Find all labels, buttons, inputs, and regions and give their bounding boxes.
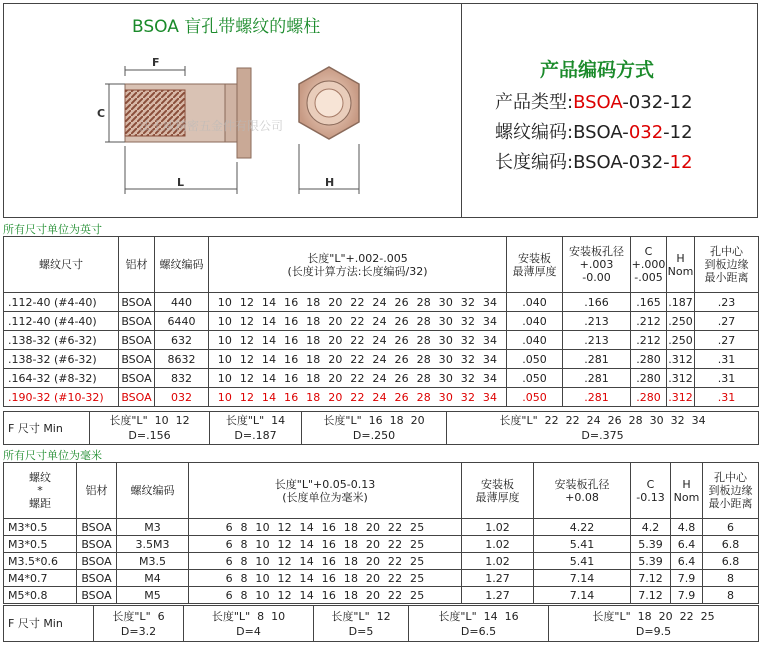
cell-hole: 5.41 xyxy=(534,536,631,553)
f-group-diameter: D=.187 xyxy=(234,429,277,442)
code-part: -12 xyxy=(663,122,693,143)
cell-material: BSOA xyxy=(77,536,117,553)
cell-h: 7.9 xyxy=(671,587,703,604)
col-length xyxy=(189,463,462,519)
cell-min-sheet: 1.02 xyxy=(462,519,534,536)
table-row xyxy=(4,570,759,587)
cell-c: .280 xyxy=(631,388,667,407)
header-line: -0.00 xyxy=(582,271,611,284)
cell-material: BSOA xyxy=(77,553,117,570)
cell-lengths: 10 12 14 16 18 20 22 24 26 28 30 32 34 xyxy=(209,331,507,350)
dim-h-label: H xyxy=(325,176,335,189)
cell-material: BSOA xyxy=(77,587,117,604)
cell-code: M5 xyxy=(117,587,189,604)
cell-hole: .281 xyxy=(563,388,631,407)
metric-table xyxy=(3,462,759,604)
cell-code: 832 xyxy=(155,369,209,388)
metric-f-table xyxy=(3,605,759,642)
header-line: 孔中心 xyxy=(714,471,747,484)
f-group-diameter: D=.156 xyxy=(128,429,171,442)
cell-lengths: 6 8 10 12 14 16 18 20 22 25 xyxy=(189,553,462,570)
cell-lengths: 6 8 10 12 14 16 18 20 22 25 xyxy=(189,587,462,604)
cell-edge: .31 xyxy=(695,369,759,388)
cell-code: 440 xyxy=(155,293,209,312)
f-group-diameter: D=6.5 xyxy=(460,624,497,638)
cell-h: .187 xyxy=(667,293,695,312)
cell-c: .280 xyxy=(631,350,667,369)
table-row xyxy=(4,519,759,536)
cell-thread: M3.5*0.6 xyxy=(4,553,77,570)
cell-c: 5.39 xyxy=(631,553,671,570)
code-part: -032-12 xyxy=(622,92,693,113)
cell-thread: .138-32 (#6-32) xyxy=(4,350,119,369)
cell-lengths: 10 12 14 16 18 20 22 24 26 28 30 32 34 xyxy=(209,369,507,388)
header-line: 安装板孔径 xyxy=(554,477,610,491)
cell-thread: .164-32 (#8-32) xyxy=(4,369,119,388)
cell-min-sheet: 1.02 xyxy=(462,553,534,570)
header-line: +.003 xyxy=(579,258,614,271)
col-material: 铝材 xyxy=(119,237,155,293)
col-h xyxy=(667,237,695,293)
f-group xyxy=(549,606,759,642)
table-row xyxy=(4,369,759,388)
cell-material: BSOA xyxy=(119,293,155,312)
header-line: 最薄厚度 xyxy=(512,264,557,278)
cell-h: 4.8 xyxy=(671,519,703,536)
f-dim-label: F 尺寸 Min xyxy=(4,412,90,445)
cell-lengths: 6 8 10 12 14 16 18 20 22 25 xyxy=(189,570,462,587)
cell-material: BSOA xyxy=(77,570,117,587)
col-c xyxy=(631,237,667,293)
header-line: -.005 xyxy=(634,271,663,284)
header-line: * xyxy=(37,484,43,497)
dim-l-label: L xyxy=(177,176,185,189)
f-group-lengths: 长度"L" 18 20 22 25 xyxy=(592,609,715,623)
cell-material: BSOA xyxy=(119,388,155,407)
col-h xyxy=(671,463,703,519)
cell-material: BSOA xyxy=(119,350,155,369)
col-edge xyxy=(703,463,759,519)
f-group xyxy=(302,412,447,445)
col-code: 螺纹编码 xyxy=(117,463,189,519)
f-group-diameter: D=3.2 xyxy=(120,624,157,638)
standoff-drawing xyxy=(89,44,389,209)
table-row xyxy=(4,350,759,369)
f-group-lengths: 长度"L" 22 22 24 26 28 30 32 34 xyxy=(499,414,706,427)
f-group-lengths: 长度"L" 14 xyxy=(225,414,286,427)
col-thread: 螺纹尺寸 xyxy=(4,237,119,293)
cell-c: 4.2 xyxy=(631,519,671,536)
cell-min-sheet: .040 xyxy=(507,293,563,312)
header-line: H xyxy=(676,251,685,265)
cell-lengths: 6 8 10 12 14 16 18 20 22 25 xyxy=(189,536,462,553)
cell-min-sheet: 1.27 xyxy=(462,587,534,604)
header-line: -0.13 xyxy=(636,490,665,504)
cell-hole: .281 xyxy=(563,350,631,369)
header-line: 长度"L"+0.05-0.13 xyxy=(274,477,376,491)
cell-h: 6.4 xyxy=(671,536,703,553)
inch-f-table xyxy=(3,411,759,445)
col-c xyxy=(631,463,671,519)
header-line: Nom xyxy=(673,490,700,504)
code-line-type xyxy=(495,88,693,114)
f-group xyxy=(184,606,314,642)
col-length xyxy=(209,237,507,293)
cell-h: .312 xyxy=(667,369,695,388)
f-group-lengths: 长度"L" 10 12 xyxy=(109,414,190,427)
f-group-lengths: 长度"L" 12 xyxy=(331,609,391,623)
f-group xyxy=(90,412,210,445)
coding-title: 产品编码方式 xyxy=(540,59,655,81)
header-line: 长度"L"+.002-.005 xyxy=(307,251,408,265)
f-group-diameter: D=.375 xyxy=(581,429,624,442)
header-line: +0.08 xyxy=(565,490,599,504)
cell-min-sheet: .050 xyxy=(507,369,563,388)
col-thread xyxy=(4,463,77,519)
header-line: 最小距离 xyxy=(704,271,749,284)
table-row xyxy=(4,553,759,570)
header-line: C xyxy=(646,477,655,491)
cell-lengths: 6 8 10 12 14 16 18 20 22 25 xyxy=(189,519,462,536)
cell-edge: 8 xyxy=(703,587,759,604)
cell-min-sheet: .040 xyxy=(507,312,563,331)
dim-c-label: C xyxy=(97,107,106,120)
f-group xyxy=(314,606,409,642)
code-label: 产品类型: xyxy=(495,92,574,113)
f-group-diameter: D=.250 xyxy=(352,429,396,442)
col-hole xyxy=(534,463,631,519)
table-row xyxy=(4,587,759,604)
cell-code: 632 xyxy=(155,331,209,350)
cell-min-sheet: 1.02 xyxy=(462,536,534,553)
cell-hole: 4.22 xyxy=(534,519,631,536)
cell-thread: .112-40 (#4-40) xyxy=(4,312,119,331)
header-line: C xyxy=(644,245,653,258)
code-label: 长度编码: xyxy=(495,152,574,173)
f-dim-label: F 尺寸 Min xyxy=(4,606,94,642)
cell-c: .212 xyxy=(631,331,667,350)
inch-section-label: 所有尺寸单位为英寸 xyxy=(3,223,102,236)
cell-thread: M3*0.5 xyxy=(4,519,77,536)
cell-h: .312 xyxy=(667,388,695,407)
code-line-length xyxy=(495,148,693,174)
cell-c: .280 xyxy=(631,369,667,388)
cell-c: 7.12 xyxy=(631,587,671,604)
f-group-lengths: 长度"L" 16 18 20 xyxy=(323,414,425,427)
cell-min-sheet: .050 xyxy=(507,388,563,407)
cell-thread: .138-32 (#6-32) xyxy=(4,331,119,350)
cell-min-sheet: .040 xyxy=(507,331,563,350)
header-line: 螺距 xyxy=(29,497,51,510)
f-group-lengths: 长度"L" 14 16 xyxy=(438,609,519,623)
col-hole xyxy=(563,237,631,293)
code-part-highlight: 032 xyxy=(628,122,664,143)
cell-h: .312 xyxy=(667,350,695,369)
f-group-diameter: D=9.5 xyxy=(635,624,672,638)
col-edge xyxy=(695,237,759,293)
cell-lengths: 10 12 14 16 18 20 22 24 26 28 30 32 34 xyxy=(209,312,507,331)
cell-h: 6.4 xyxy=(671,553,703,570)
cell-thread: .190-32 (#10-32) xyxy=(4,388,119,407)
col-material: 铝材 xyxy=(77,463,117,519)
cell-min-sheet: 1.27 xyxy=(462,570,534,587)
cell-thread: M5*0.8 xyxy=(4,587,77,604)
header-line: 安装板孔径 xyxy=(569,245,624,258)
table-row xyxy=(4,388,759,407)
header-line: 孔中心 xyxy=(710,245,743,258)
cell-hole: .213 xyxy=(563,312,631,331)
cell-edge: .27 xyxy=(695,312,759,331)
cell-edge: .31 xyxy=(695,388,759,407)
cell-c: .165 xyxy=(631,293,667,312)
cell-edge: 6.8 xyxy=(703,536,759,553)
cell-lengths: 10 12 14 16 18 20 22 24 26 28 30 32 34 xyxy=(209,350,507,369)
header-line: 最小距离 xyxy=(708,497,753,510)
cell-hole: .213 xyxy=(563,331,631,350)
cell-thread: M3*0.5 xyxy=(4,536,77,553)
header-line: 到板边缘 xyxy=(704,258,749,271)
cell-c: 7.12 xyxy=(631,570,671,587)
code-part-highlight: BSOA xyxy=(573,92,623,113)
header-line: Nom xyxy=(667,264,694,278)
cell-h: .250 xyxy=(667,331,695,350)
inch-table xyxy=(3,236,759,407)
f-group-lengths: 长度"L" 6 xyxy=(112,609,165,623)
table-row xyxy=(4,331,759,350)
f-group xyxy=(210,412,302,445)
cell-thread: M4*0.7 xyxy=(4,570,77,587)
col-code: 螺纹编码 xyxy=(155,237,209,293)
cell-material: BSOA xyxy=(77,519,117,536)
cell-code: 032 xyxy=(155,388,209,407)
cell-h: 7.9 xyxy=(671,570,703,587)
cell-edge: 8 xyxy=(703,570,759,587)
cell-code: M3 xyxy=(117,519,189,536)
header-line: 安装板 xyxy=(481,477,514,491)
header-line: (长度计算方法:长度编码/32) xyxy=(287,264,428,278)
cell-lengths: 10 12 14 16 18 20 22 24 26 28 30 32 34 xyxy=(209,293,507,312)
cell-c: 5.39 xyxy=(631,536,671,553)
dim-f-label: F xyxy=(152,56,160,69)
f-group xyxy=(409,606,549,642)
cell-edge: 6 xyxy=(703,519,759,536)
header-line: 安装板 xyxy=(518,251,551,265)
cell-edge: 6.8 xyxy=(703,553,759,570)
cell-min-sheet: .050 xyxy=(507,350,563,369)
f-group-lengths: 长度"L" 8 10 xyxy=(211,609,286,623)
table-row xyxy=(4,312,759,331)
cell-edge: .27 xyxy=(695,331,759,350)
cell-code: 3.5M3 xyxy=(117,536,189,553)
table-row xyxy=(4,536,759,553)
cell-material: BSOA xyxy=(119,312,155,331)
code-line-thread xyxy=(495,118,693,144)
cell-code: M4 xyxy=(117,570,189,587)
cell-hole: .166 xyxy=(563,293,631,312)
f-group xyxy=(94,606,184,642)
cell-hole: 7.14 xyxy=(534,570,631,587)
cell-lengths: 10 12 14 16 18 20 22 24 26 28 30 32 34 xyxy=(209,388,507,407)
col-min-sheet xyxy=(507,237,563,293)
drawing-panel xyxy=(4,4,462,217)
header-line: 最薄厚度 xyxy=(475,490,520,504)
cell-thread: .112-40 (#4-40) xyxy=(4,293,119,312)
metric-section-label: 所有尺寸单位为毫米 xyxy=(3,449,102,462)
cell-code: 8632 xyxy=(155,350,209,369)
f-group-diameter: D=4 xyxy=(236,624,261,638)
code-label: 螺纹编码: xyxy=(495,122,574,143)
header-line: +.000 xyxy=(631,258,666,271)
cell-material: BSOA xyxy=(119,331,155,350)
cell-hole: .281 xyxy=(563,369,631,388)
cell-code: 6440 xyxy=(155,312,209,331)
cell-code: M3.5 xyxy=(117,553,189,570)
cell-c: .212 xyxy=(631,312,667,331)
table-row xyxy=(4,293,759,312)
header-line: 螺纹 xyxy=(29,471,51,484)
header-line: H xyxy=(682,477,691,491)
cell-material: BSOA xyxy=(119,369,155,388)
cell-edge: .31 xyxy=(695,350,759,369)
code-part: BSOA- xyxy=(573,122,629,143)
cell-edge: .23 xyxy=(695,293,759,312)
watermark: 法士威精密五金件有限公司 xyxy=(139,119,284,133)
code-part-highlight: 12 xyxy=(669,152,693,173)
col-min-sheet xyxy=(462,463,534,519)
product-title: BSOA 盲孔带螺纹的螺柱 xyxy=(132,17,321,37)
cell-hole: 5.41 xyxy=(534,553,631,570)
f-group xyxy=(447,412,759,445)
header-line: (长度单位为毫米) xyxy=(282,490,368,504)
cell-hole: 7.14 xyxy=(534,587,631,604)
f-group-diameter: D=5 xyxy=(348,624,374,638)
header-line: 到板边缘 xyxy=(708,484,753,497)
cell-h: .250 xyxy=(667,312,695,331)
code-part: BSOA-032- xyxy=(573,152,670,173)
